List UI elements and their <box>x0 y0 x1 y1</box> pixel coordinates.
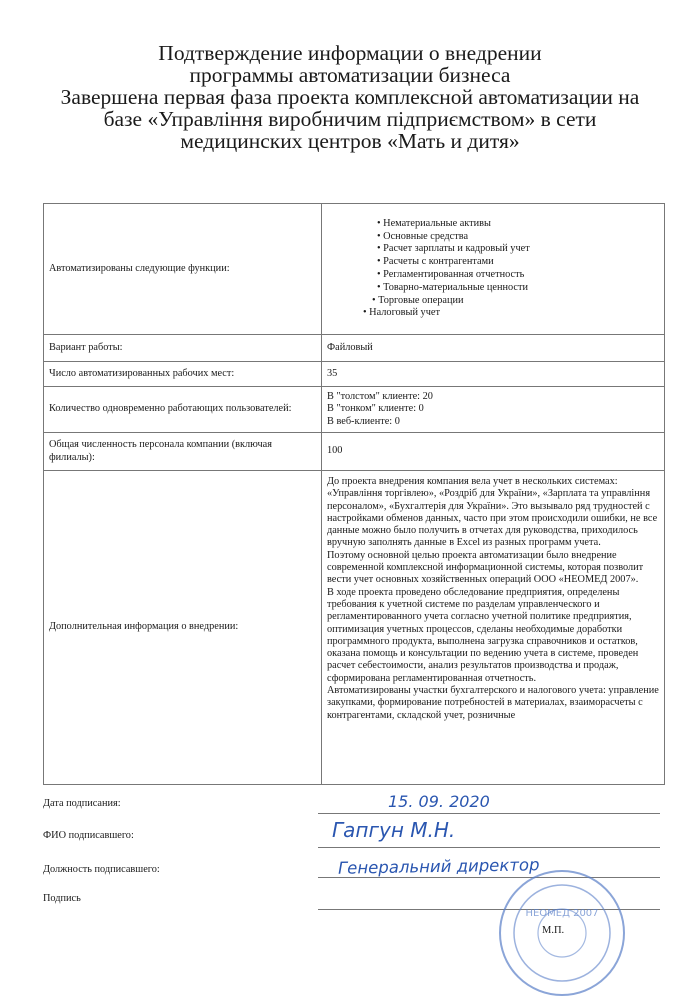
extra-description <box>322 471 665 785</box>
variant-label: Вариант работы: <box>44 335 322 362</box>
list-item: • Расчеты с контрагентами <box>377 256 494 268</box>
title-line: медицинских центров «Мать и дитя» <box>180 129 520 153</box>
workplaces-label: Число автоматизированных рабочих мест: <box>44 362 322 387</box>
name-line <box>318 847 660 848</box>
extra-paragraph: До проекта внедрения компания вела учет в нескольких системах: «Управління торгівлею», «Роздріб для України», «Зарплата та управління персоналом», «Бухгалтерія для України». Это вызывало ряд трудностей с настройками обменов данных, часто при этом происходили ошибки, не все данные можно было получить в отчетах для руководства, приходилось вручную заполнять данные в Excel из разных программ учета. <box>327 476 658 549</box>
document-title <box>20 42 680 152</box>
extra-paragraph: Автоматизированы участки бухгалтерского и налогового учета: управление закупками, формирование потребностей в материалах, взаиморасчеты с контрагентами, складской учет, розничные <box>327 685 659 721</box>
staff-value: 100 <box>322 433 665 471</box>
row-variant <box>44 335 665 362</box>
title-line: Завершена первая фаза проекта комплексной автоматизации на <box>60 85 640 109</box>
workplaces-value: 35 <box>322 362 665 387</box>
list-item: • Расчет зарплаты и кадровый учет <box>377 243 530 255</box>
title-line: Подтверждение информации о внедрении <box>158 41 542 65</box>
row-workplaces <box>44 362 665 387</box>
sign-label: Подпись <box>43 893 81 904</box>
functions-list <box>322 204 665 335</box>
row-users <box>44 387 665 433</box>
users-label: Количество одновременно работающих пользователей: <box>44 387 322 433</box>
title-line: базе «Управління виробничим підприємством» в сети <box>103 107 597 131</box>
list-item: • Торговые операции <box>372 294 464 306</box>
list-item: • Регламентированная отчетность <box>377 269 525 280</box>
position-label: Должность подписавшего: <box>43 864 160 875</box>
title-line: программы автоматизации бизнеса <box>189 63 511 87</box>
extra-label: Дополнительная информация о внедрении: <box>44 471 322 785</box>
users-line: В веб-клиенте: 0 <box>327 415 400 427</box>
stamp-label: М.П. <box>542 925 565 936</box>
name-value: Гапгун М.Н. <box>332 818 456 842</box>
row-staff <box>44 433 665 471</box>
stamp-text: НЕОМЕД 2007 <box>525 908 599 919</box>
position-value: Генеральний директор <box>337 855 540 878</box>
name-label: ФИО подписавшего: <box>43 830 134 841</box>
extra-paragraph: Поэтому основной целью проекта автоматизации было внедрение современной комплексной информационной системы, которая позволит вести учет основных хозяйственных операций ООО «НЕОМЕД 2007». <box>327 549 644 586</box>
list-item: • Нематериальные активы <box>377 217 491 229</box>
users-value <box>322 387 665 433</box>
staff-label: Общая численность персонала компании (включая филиалы): <box>44 433 322 471</box>
row-functions <box>44 204 665 335</box>
date-value: 15. 09. 2020 <box>388 792 490 811</box>
users-line: В "тонком" клиенте: 0 <box>327 403 424 415</box>
variant-value: Файловый <box>322 335 665 362</box>
list-item: • Налоговый учет <box>363 307 440 319</box>
functions-label: Автоматизированы следующие функции: <box>44 204 322 335</box>
list-item: • Основные средства <box>377 230 469 242</box>
list-item: • Товарно-материальные ценности <box>377 281 529 293</box>
date-line <box>318 813 660 814</box>
date-label: Дата подписания: <box>43 798 121 809</box>
users-line: В "толстом" клиенте: 20 <box>327 390 433 402</box>
row-extra <box>44 471 665 785</box>
info-table <box>43 203 665 785</box>
extra-paragraph: В ходе проекта проведено обследование предприятия, определены требования к учетной системе по разделам управленческого и регламентированного учета согласно учетной политике предприятия, оптимизация учетных процессов, сделаны необходимые доработки программного продукта, выполнена загрузка справочников и остатков, оказана помощь и консультации по ведению учета в системе, проведен расчет себестоимости, анализ результатов производства и продаж, сформирована регламентированная отчетность. <box>327 586 639 684</box>
